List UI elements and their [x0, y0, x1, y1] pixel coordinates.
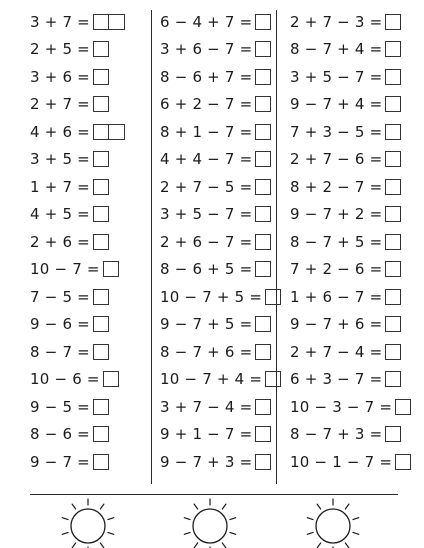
problem-column-2: [160, 8, 281, 476]
equation-text: 7 + 2 − 6 =: [290, 260, 383, 279]
sun-icon: [303, 496, 363, 548]
equation-text: 2 + 7 − 3 =: [290, 12, 383, 31]
problem-row: [160, 91, 281, 119]
equation-text: 9 − 7 + 2 =: [290, 205, 383, 224]
answer-box[interactable]: [395, 399, 411, 415]
answer-box[interactable]: [255, 399, 271, 415]
answer-box[interactable]: [385, 124, 401, 140]
problem-row: [30, 36, 125, 64]
problem-row: [160, 393, 281, 421]
sun-icon: [58, 496, 118, 548]
equation-text: 4 + 5 =: [30, 205, 90, 224]
answer-box[interactable]: [385, 371, 401, 387]
answer-box[interactable]: [385, 261, 401, 277]
answer-box[interactable]: [255, 14, 271, 30]
answer-box[interactable]: [255, 151, 271, 167]
problem-row: [290, 118, 411, 146]
equation-text: 1 + 7 =: [30, 177, 90, 196]
answer-box[interactable]: [395, 454, 411, 470]
problem-column-3: [290, 8, 411, 476]
equation-text: 2 + 7 − 5 =: [160, 177, 253, 196]
answer-box[interactable]: [255, 179, 271, 195]
answer-box[interactable]: [93, 206, 109, 222]
answer-box[interactable]: [93, 41, 109, 57]
answer-box[interactable]: [93, 234, 109, 250]
answer-box[interactable]: [93, 454, 109, 470]
answer-box[interactable]: [93, 426, 109, 442]
sun-icon: [180, 496, 240, 548]
equation-text: 2 + 7 − 6 =: [290, 150, 383, 169]
equation-text: 9 − 7 =: [30, 452, 90, 471]
equation-text: 3 + 6 =: [30, 67, 90, 86]
problem-row: [30, 63, 125, 91]
problem-row: [160, 256, 281, 284]
equation-text: 8 − 6 + 7 =: [160, 67, 253, 86]
equation-text: 10 − 6 =: [30, 370, 100, 389]
answer-box[interactable]: [255, 234, 271, 250]
equation-text: 6 + 2 − 7 =: [160, 95, 253, 114]
problem-row: [290, 338, 411, 366]
equation-text: 7 − 5 =: [30, 287, 90, 306]
problem-row: [30, 366, 125, 394]
equation-text: 10 − 7 =: [30, 260, 100, 279]
equation-text: 8 + 2 − 7 =: [290, 177, 383, 196]
equation-text: 9 − 7 + 4 =: [290, 95, 383, 114]
equation-text: 9 − 7 + 6 =: [290, 315, 383, 334]
equation-text: 3 + 5 =: [30, 150, 90, 169]
answer-box[interactable]: [93, 14, 125, 30]
answer-box[interactable]: [385, 179, 401, 195]
answer-box[interactable]: [385, 426, 401, 442]
problem-row: [30, 421, 125, 449]
equation-text: 6 + 3 − 7 =: [290, 370, 383, 389]
problem-row: [290, 36, 411, 64]
answer-box[interactable]: [385, 69, 401, 85]
answer-box[interactable]: [93, 289, 109, 305]
problem-row: [290, 366, 411, 394]
answer-box[interactable]: [255, 96, 271, 112]
equation-text: 8 − 7 + 5 =: [290, 232, 383, 251]
problem-row: [30, 173, 125, 201]
answer-box[interactable]: [385, 234, 401, 250]
equation-text: 10 − 3 − 7 =: [290, 397, 393, 416]
answer-box[interactable]: [385, 289, 401, 305]
problem-row: [160, 421, 281, 449]
problem-column-1: [30, 8, 125, 476]
equation-text: 8 − 7 =: [30, 342, 90, 361]
problem-row: [160, 8, 281, 36]
answer-box[interactable]: [93, 316, 109, 332]
equation-text: 3 + 6 − 7 =: [160, 40, 253, 59]
problem-row: [30, 311, 125, 339]
equation-text: 2 + 5 =: [30, 40, 90, 59]
answer-box[interactable]: [103, 261, 119, 277]
equation-text: 9 − 7 + 3 =: [160, 452, 253, 471]
answer-box[interactable]: [255, 206, 271, 222]
answer-box[interactable]: [385, 41, 401, 57]
problem-row: [30, 338, 125, 366]
answer-box[interactable]: [255, 124, 271, 140]
problem-row: [160, 283, 281, 311]
problem-row: [290, 173, 411, 201]
equation-text: 8 − 7 + 6 =: [160, 342, 253, 361]
equation-text: 2 + 6 − 7 =: [160, 232, 253, 251]
answer-box[interactable]: [265, 371, 281, 387]
answer-box[interactable]: [385, 14, 401, 30]
equation-text: 3 + 5 − 7 =: [290, 67, 383, 86]
equation-text: 2 + 7 =: [30, 95, 90, 114]
answer-box[interactable]: [385, 151, 401, 167]
problem-row: [290, 8, 411, 36]
answer-box[interactable]: [265, 289, 281, 305]
answer-box[interactable]: [385, 344, 401, 360]
equation-text: 10 − 7 + 5 =: [160, 287, 263, 306]
equation-text: 9 + 1 − 7 =: [160, 425, 253, 444]
answer-box[interactable]: [385, 206, 401, 222]
answer-box[interactable]: [93, 344, 109, 360]
equation-text: 8 − 6 + 5 =: [160, 260, 253, 279]
equation-text: 9 − 6 =: [30, 315, 90, 334]
problem-row: [30, 228, 125, 256]
problem-row: [290, 311, 411, 339]
problem-row: [160, 201, 281, 229]
equation-text: 4 + 4 − 7 =: [160, 150, 253, 169]
equation-text: 8 − 7 + 3 =: [290, 425, 383, 444]
problem-row: [30, 146, 125, 174]
column-divider: [151, 10, 152, 484]
problem-row: [160, 173, 281, 201]
answer-box[interactable]: [385, 316, 401, 332]
problem-row: [30, 118, 125, 146]
answer-box[interactable]: [255, 344, 271, 360]
problem-row: [290, 256, 411, 284]
answer-box[interactable]: [93, 179, 109, 195]
problem-row: [290, 283, 411, 311]
answer-box[interactable]: [255, 316, 271, 332]
answer-box[interactable]: [385, 96, 401, 112]
answer-box[interactable]: [255, 69, 271, 85]
problem-row: [30, 256, 125, 284]
problem-row: [290, 91, 411, 119]
equation-text: 3 + 7 =: [30, 12, 90, 31]
equation-text: 2 + 7 − 4 =: [290, 342, 383, 361]
problem-row: [290, 201, 411, 229]
problem-row: [160, 63, 281, 91]
equation-text: 8 − 7 + 4 =: [290, 40, 383, 59]
answer-box[interactable]: [255, 454, 271, 470]
answer-box[interactable]: [93, 96, 109, 112]
answer-box[interactable]: [103, 371, 119, 387]
column-divider: [276, 10, 277, 484]
problem-row: [30, 283, 125, 311]
problem-row: [290, 228, 411, 256]
problem-row: [290, 421, 411, 449]
equation-text: 9 − 7 + 5 =: [160, 315, 253, 334]
problem-row: [30, 448, 125, 476]
answer-box[interactable]: [93, 399, 109, 415]
problem-row: [160, 311, 281, 339]
equation-text: 10 − 1 − 7 =: [290, 452, 393, 471]
equation-text: 1 + 6 − 7 =: [290, 287, 383, 306]
problem-row: [290, 146, 411, 174]
equation-text: 7 + 3 − 5 =: [290, 122, 383, 141]
equation-text: 8 − 6 =: [30, 425, 90, 444]
answer-box[interactable]: [93, 124, 125, 140]
answer-box[interactable]: [255, 41, 271, 57]
equation-text: 2 + 6 =: [30, 232, 90, 251]
problem-row: [160, 448, 281, 476]
answer-box[interactable]: [255, 261, 271, 277]
problem-row: [160, 36, 281, 64]
answer-box[interactable]: [255, 426, 271, 442]
problem-row: [30, 393, 125, 421]
problem-row: [290, 393, 411, 421]
equation-text: 4 + 6 =: [30, 122, 90, 141]
equation-text: 9 − 5 =: [30, 397, 90, 416]
equation-text: 10 − 7 + 4 =: [160, 370, 263, 389]
equation-text: 6 − 4 + 7 =: [160, 12, 253, 31]
problem-row: [160, 228, 281, 256]
problem-row: [160, 366, 281, 394]
equation-text: 8 + 1 − 7 =: [160, 122, 253, 141]
equation-text: 3 + 5 − 7 =: [160, 205, 253, 224]
problem-row: [290, 63, 411, 91]
answer-box[interactable]: [93, 151, 109, 167]
bottom-divider: [30, 494, 398, 495]
problem-row: [30, 91, 125, 119]
problem-row: [290, 448, 411, 476]
problem-row: [30, 8, 125, 36]
problem-row: [160, 146, 281, 174]
problem-row: [160, 118, 281, 146]
answer-box[interactable]: [93, 69, 109, 85]
equation-text: 3 + 7 − 4 =: [160, 397, 253, 416]
problem-row: [160, 338, 281, 366]
problem-row: [30, 201, 125, 229]
